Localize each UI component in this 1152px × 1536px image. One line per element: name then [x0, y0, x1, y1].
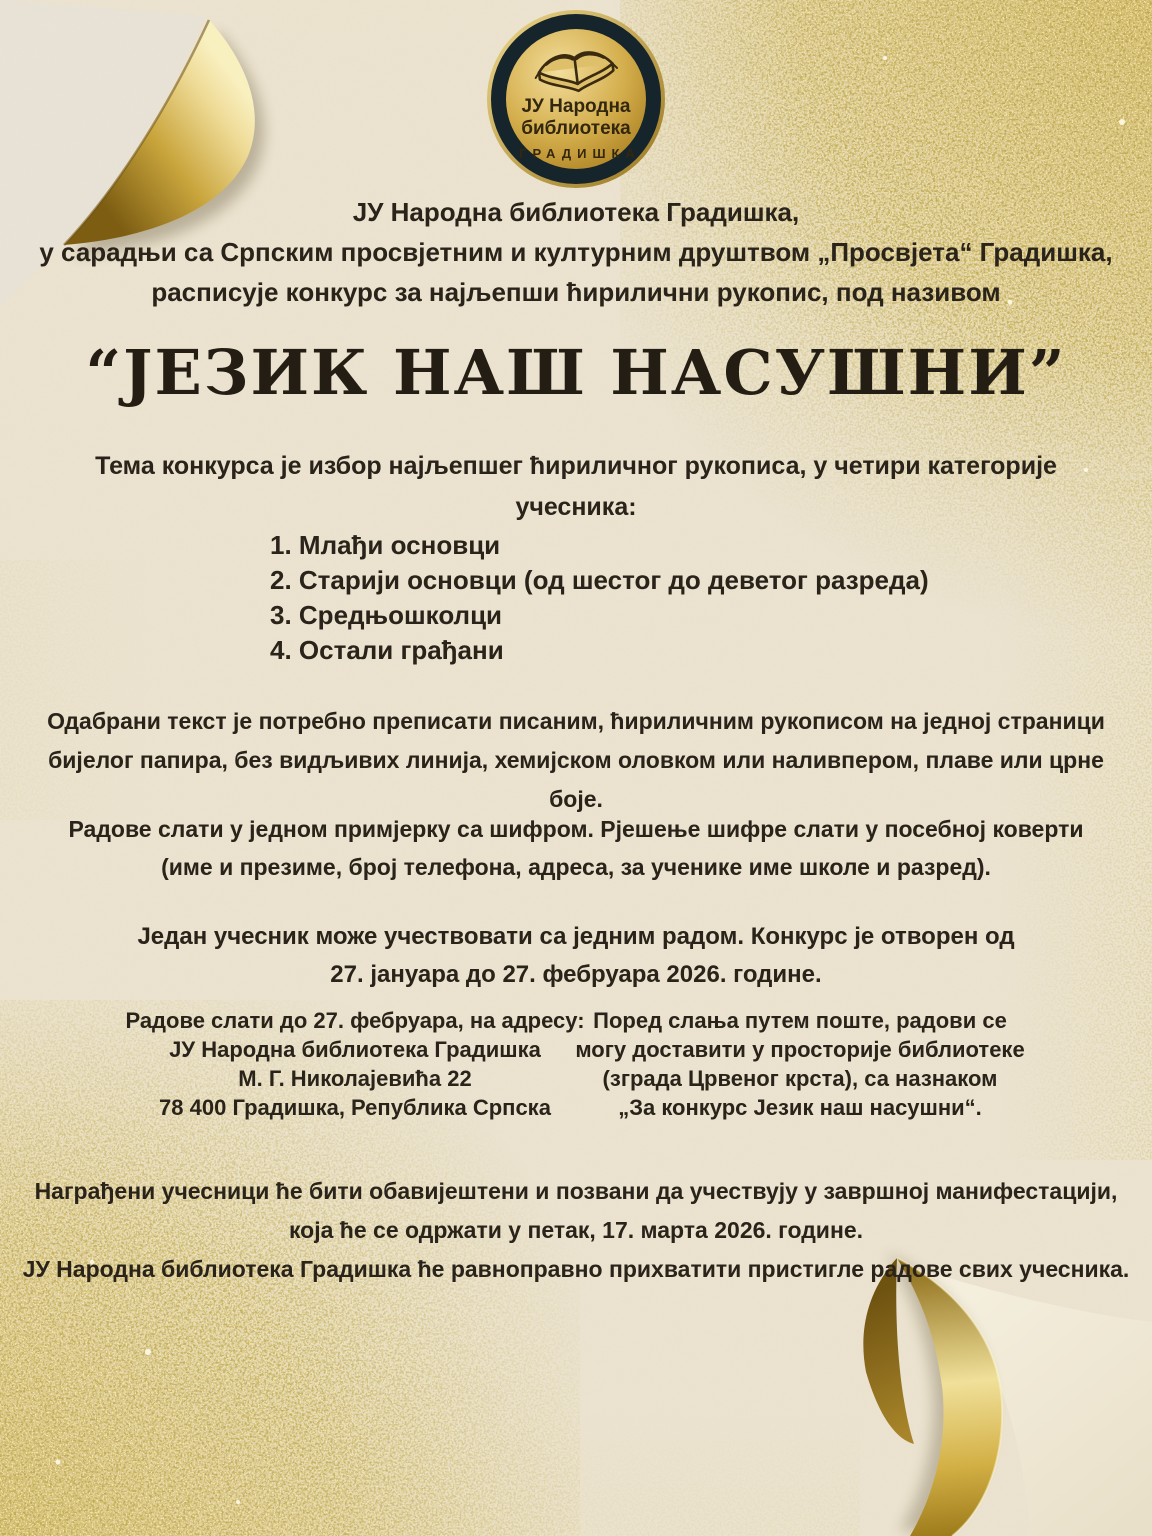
rules-p2-line-2: (име и презиме, број телефона, адреса, за ученике име школе и разред).: [161, 854, 991, 880]
footer-line-1: Награђени учесници ће бити обавијештени и позвани да учествују у завршној манифестацији,: [34, 1178, 1118, 1204]
rules-p1-line-1: Одабрани текст је потребно преписати писаним, ћириличним рукописом на једној страници: [47, 708, 1105, 734]
intro-line-2: учесника:: [515, 493, 637, 521]
header-line-2: у сарадњи са Српским просвјетним и културним друштвом „Просвјета“ Градишка,: [39, 237, 1113, 267]
address-line-1: Радове слати до 27. фебруара, на адресу:: [125, 1008, 585, 1033]
header-line-1: ЈУ Народна библиотека Градишка,: [352, 197, 800, 227]
rules-p1-line-3: боје.: [549, 786, 603, 812]
category-item: 4. Остали грађани: [270, 635, 504, 665]
deadline-paragraph: [0, 918, 1152, 994]
delivery-column: [575, 1006, 1024, 1122]
contest-title: “ЈЕЗИК НАШ НАСУШНИ”: [85, 336, 1067, 409]
category-item: 3. Средњошколци: [270, 600, 503, 630]
address-column: [125, 1006, 584, 1122]
footer-line-2: која ће се одржати у петак, 17. марта 2026. године.: [288, 1217, 864, 1243]
header-line-3: расписује конкурс за најљепши ћирилични рукопис, под називом: [151, 277, 1001, 307]
footer-block: [0, 1172, 1152, 1289]
category-list: [270, 528, 970, 668]
intro-line-1: Тема конкурса је избор најљепшег ћириличног рукописа, у четири категорије: [95, 452, 1057, 480]
delivery-line-3: (зграда Црвеног крста), са назнаком: [602, 1066, 998, 1091]
library-logo: [486, 8, 666, 190]
logo-org-name-line-2: библиотека: [521, 118, 631, 139]
logo-city: ГРАДИШКА: [519, 146, 641, 161]
address-line-3: М. Г. Николајевића 22: [238, 1066, 472, 1091]
rules-paragraph-1: [0, 702, 1152, 819]
delivery-line-1: Поред слања путем поште, радови се: [593, 1008, 1007, 1033]
header-block: [0, 192, 1152, 312]
deadline-line-2: 27. јануара до 27. фебруара 2026. године.: [330, 961, 822, 988]
logo-org-name-line-1: ЈУ Народна: [521, 96, 631, 117]
intro-block: [0, 446, 1152, 528]
delivery-line-2: могу доставити у просторије библиотеке: [575, 1037, 1025, 1062]
footer-line-3: ЈУ Народна библиотека Градишка ће равноправно прихватити пристигле радове свих учесника.: [22, 1256, 1130, 1282]
category-item: 1. Млађи основци: [270, 530, 501, 560]
rules-p2-line-1: Радове слати у једном примјерку са шифром. Рјешење шифре слати у посебној коверти: [68, 816, 1084, 842]
delivery-line-4: „За конкурс Језик наш насушни“.: [618, 1095, 982, 1120]
category-item: 2. Старији основци (од шестог до деветог разреда): [270, 565, 929, 595]
address-line-4: 78 400 Градишка, Република Српска: [159, 1095, 551, 1120]
address-line-2: ЈУ Народна библиотека Градишка: [169, 1037, 541, 1062]
deadline-line-1: Један учесник може учествовати са једним радом. Конкурс је отворен од: [137, 923, 1015, 950]
rules-p1-line-2: бијелог папира, без видљивих линија, хемијском оловком или наливпером, плаве или црне: [48, 747, 1104, 773]
rules-paragraph-2: [0, 810, 1152, 886]
